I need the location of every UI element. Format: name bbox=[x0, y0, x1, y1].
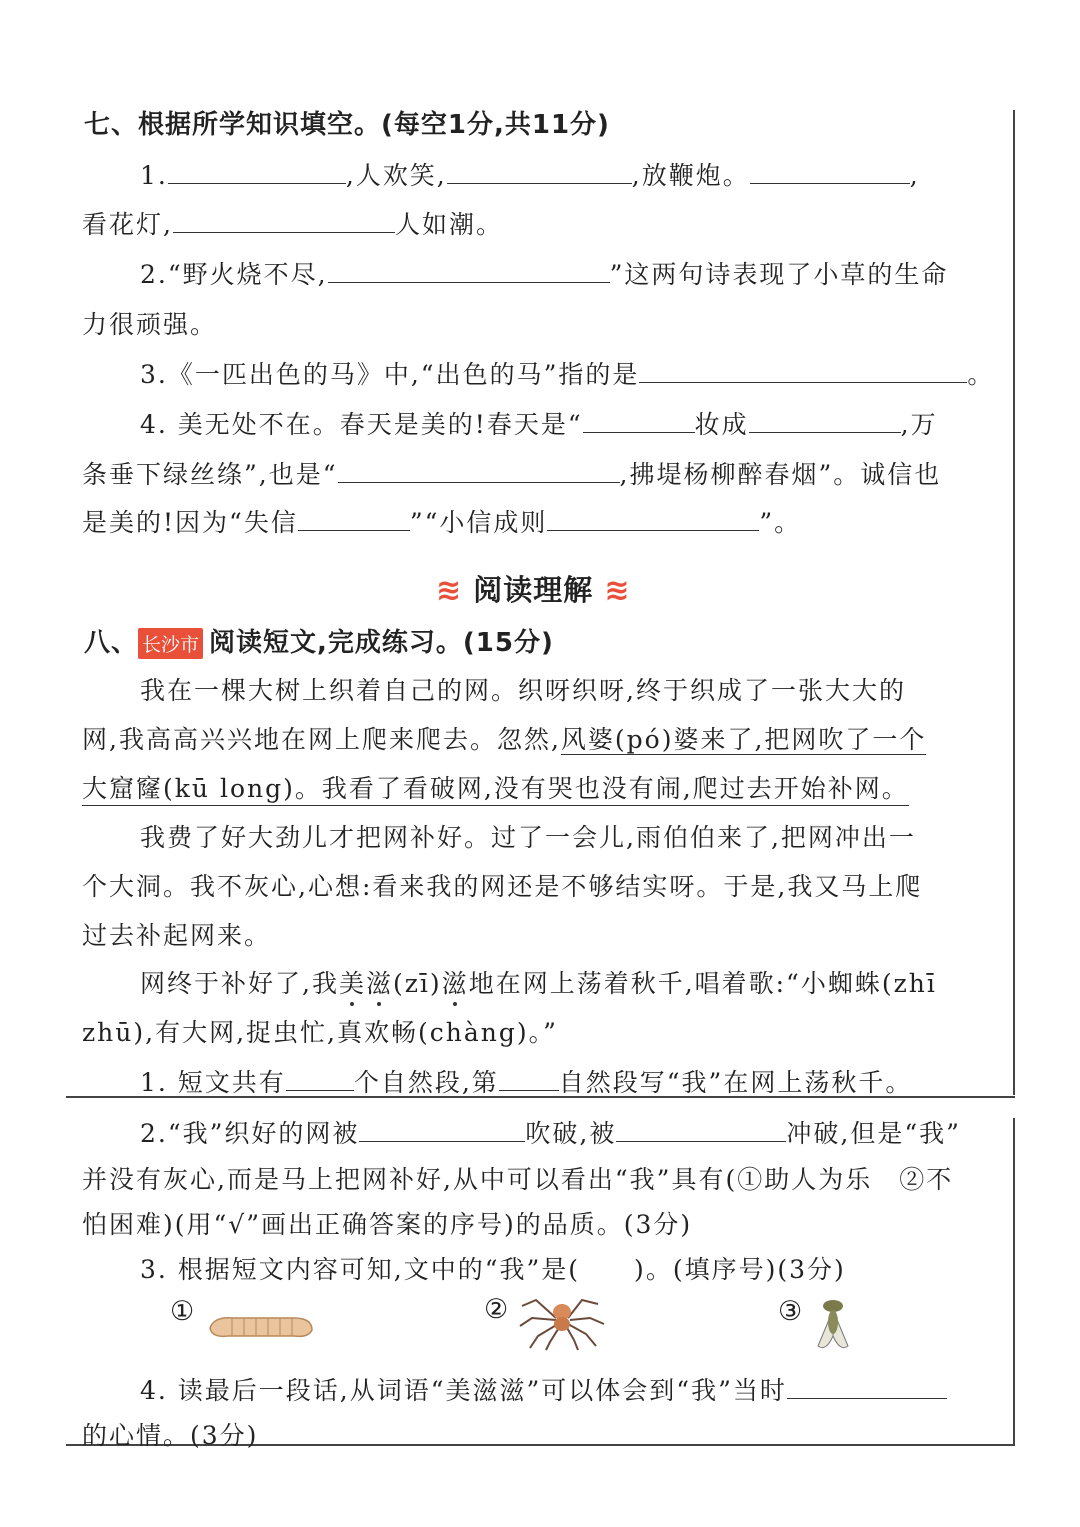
p1-line3: 大窟窿(kū long)。我看了看破网,没有哭也没有闹,爬过去开始补网。 bbox=[82, 769, 909, 806]
s8-q3: 3. 根据短文内容可知,文中的“我”是( )。(填序号)(3分) bbox=[140, 1255, 846, 1284]
option-1-label[interactable]: ① bbox=[170, 1296, 197, 1327]
wave-icon: ≋ bbox=[604, 573, 631, 608]
p1-line2: 网,我高高兴兴地在网上爬来爬去。忽然,风婆(pó)婆来了,把网吹了一个 bbox=[82, 725, 927, 754]
spider-icon bbox=[516, 1290, 606, 1352]
blank[interactable] bbox=[787, 1374, 947, 1399]
section7-title: 七、根据所学知识填空。(每空1分,共11分) bbox=[84, 110, 610, 140]
s7-q1-line1: 1. ,人欢笑, ,放鞭炮。 , bbox=[140, 161, 920, 190]
s8-q4-line1: 4. 读最后一段话,从词语“美滋滋”可以体会到“我”当时 bbox=[140, 1371, 947, 1407]
right-border-bottom bbox=[1013, 1118, 1015, 1445]
blank[interactable] bbox=[328, 258, 610, 283]
p3-line1: 网终于补好了,我美滋(zī)滋地在网上荡着秋千,唱着歌:“小蜘蛛(zhī bbox=[140, 969, 937, 998]
s8-q4-line2: 的心情。(3分) bbox=[82, 1421, 259, 1450]
p2-line2: 个大洞。我不灰心,心想:看来我的网还是不够结实呀。于是,我又马上爬 bbox=[82, 872, 923, 901]
s8-q1: 1. 短文共有 个自然段,第 自然段写“我”在网上荡秋千。 bbox=[140, 1068, 913, 1097]
blank[interactable] bbox=[338, 458, 620, 483]
s7-q2-line1: 2.“野火烧不尽, ”这两句诗表现了小草的生命 bbox=[140, 260, 949, 289]
s8-q2-line3: 怕困难)(用“√”画出正确答案的序号)的品质。(3分) bbox=[82, 1210, 693, 1239]
blank[interactable] bbox=[639, 358, 967, 383]
s8-q2-line1: 2.“我”织好的网被 吹破,被 冲破,但是“我” bbox=[140, 1119, 961, 1148]
reading-header: ≋ 阅读理解 ≋ bbox=[436, 573, 631, 608]
p3-line2: zhū),有大网,捉虫忙,真欢畅(chàng)。” bbox=[82, 1018, 558, 1047]
region-tag: 长沙市 bbox=[138, 628, 203, 659]
wave-icon: ≋ bbox=[436, 573, 463, 608]
blank[interactable] bbox=[749, 408, 901, 433]
s7-q4-line2: 条垂下绿丝绦”,也是“ ,拂堤杨柳醉春烟”。诚信也 bbox=[82, 460, 942, 489]
blank[interactable] bbox=[359, 1117, 525, 1142]
right-border-top bbox=[1013, 110, 1015, 1095]
blank[interactable] bbox=[547, 506, 759, 531]
s8-q2-line2: 并没有灰心,而是马上把网补好,从中可以看出“我”具有(①助人为乐 ②不 bbox=[82, 1165, 954, 1194]
s7-q2-line2: 力很顽强。 bbox=[82, 310, 218, 339]
p2-line1: 我费了好大劲儿才把网补好。过了一会儿,雨伯伯来了,把网冲出一 bbox=[140, 823, 916, 852]
underlined-sentence: 风婆(pó)婆来了,把网吹了一个 bbox=[560, 725, 927, 754]
p1-line1: 我在一棵大树上织着自己的网。织呀织呀,终于织成了一张大大的 bbox=[140, 676, 906, 705]
s7-q1-line2: 看花灯, 人如潮。 bbox=[82, 210, 503, 239]
blank[interactable] bbox=[447, 159, 632, 184]
blank[interactable] bbox=[286, 1066, 354, 1091]
s7-q4-line3: 是美的!因为“失信 ”“小信成则 ”。 bbox=[82, 508, 802, 537]
section8-title: 八、 长沙市 阅读短文,完成练习。(15分) bbox=[84, 628, 554, 658]
blank[interactable] bbox=[298, 506, 410, 531]
blank[interactable] bbox=[168, 159, 346, 184]
blank[interactable] bbox=[499, 1066, 559, 1091]
option-2-label[interactable]: ② bbox=[484, 1294, 511, 1325]
caterpillar-icon bbox=[204, 1308, 316, 1342]
s7-q4-line1: 4. 美无处不在。春天是美的!春天是“ 妆成 ,万 bbox=[140, 410, 938, 439]
blank[interactable] bbox=[583, 408, 695, 433]
blank[interactable] bbox=[616, 1117, 786, 1142]
option-3-label[interactable]: ③ bbox=[778, 1296, 805, 1327]
blank[interactable] bbox=[750, 159, 910, 184]
cicada-icon bbox=[808, 1296, 858, 1354]
s7-q3: 3.《一匹出色的马》中,“出色的马”指的是 。 bbox=[140, 360, 995, 389]
blank[interactable] bbox=[173, 208, 395, 233]
p2-line3: 过去补起网来。 bbox=[82, 921, 272, 950]
